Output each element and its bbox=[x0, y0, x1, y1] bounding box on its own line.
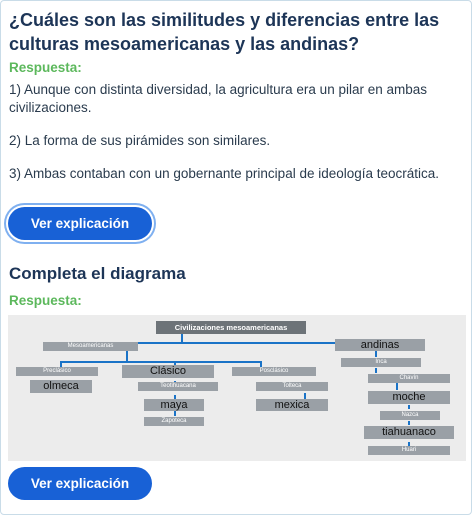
diagram-node-tiahuanaco: tiahuanaco bbox=[364, 426, 454, 439]
diagram-node-moche: moche bbox=[368, 391, 450, 404]
section-title: Completa el diagrama bbox=[9, 264, 186, 283]
connector bbox=[375, 368, 377, 373]
diagram-node-root: Civilizaciones mesoamericanas bbox=[156, 321, 306, 334]
answer-paragraph-1: 1) Aunque con distinta diversidad, la agricultura era un pilar en ambas civilizaciones. bbox=[9, 82, 427, 115]
connector bbox=[408, 405, 410, 409]
connector bbox=[174, 411, 176, 416]
answer-label: Respuesta: bbox=[9, 293, 82, 308]
connector bbox=[60, 361, 260, 363]
answer-paragraph-2: 2) La forma de sus pirámides son similares. bbox=[9, 133, 271, 148]
answer-paragraph-3: 3) Ambas contaban con un gobernante principal de ideología teocrática. bbox=[9, 166, 440, 181]
diagram-node-zapoteca: Zapoteca bbox=[144, 417, 204, 426]
connector bbox=[375, 351, 377, 357]
diagram-node-huari: Huari bbox=[368, 446, 450, 455]
answer-label: Respuesta: bbox=[9, 60, 82, 75]
diagram-node-chavin: Chavín bbox=[368, 374, 450, 383]
diagram-node-mesoamericanas: Mesoamericanas bbox=[43, 342, 138, 351]
connector bbox=[396, 383, 398, 390]
diagram-node-maya: maya bbox=[144, 399, 204, 411]
view-explanation-button[interactable]: Ver explicación bbox=[8, 207, 152, 240]
diagram-node-olmeca: olmeca bbox=[30, 380, 92, 393]
diagram-node-inca: Inca bbox=[341, 358, 421, 367]
diagram-node-andinas: andinas bbox=[335, 339, 425, 351]
concept-diagram bbox=[8, 315, 466, 461]
diagram-node-preclasico: Preclásico bbox=[16, 367, 98, 376]
diagram-node-teotihuacana: Teotihuacana bbox=[138, 382, 218, 391]
question-title: ¿Cuáles son las similitudes y diferencias entre las culturas mesoamericanas y las andinas? bbox=[9, 10, 440, 54]
diagram-node-clasico: Clásico bbox=[122, 365, 214, 378]
diagram-node-posclasico: Posclásico bbox=[232, 367, 316, 376]
diagram-node-nazca: Nazca bbox=[380, 411, 440, 420]
diagram-node-tolteca: Tolteca bbox=[256, 382, 328, 391]
connector bbox=[408, 421, 410, 425]
view-explanation-button[interactable]: Ver explicación bbox=[8, 467, 152, 500]
diagram-node-mexica: mexica bbox=[256, 399, 328, 411]
